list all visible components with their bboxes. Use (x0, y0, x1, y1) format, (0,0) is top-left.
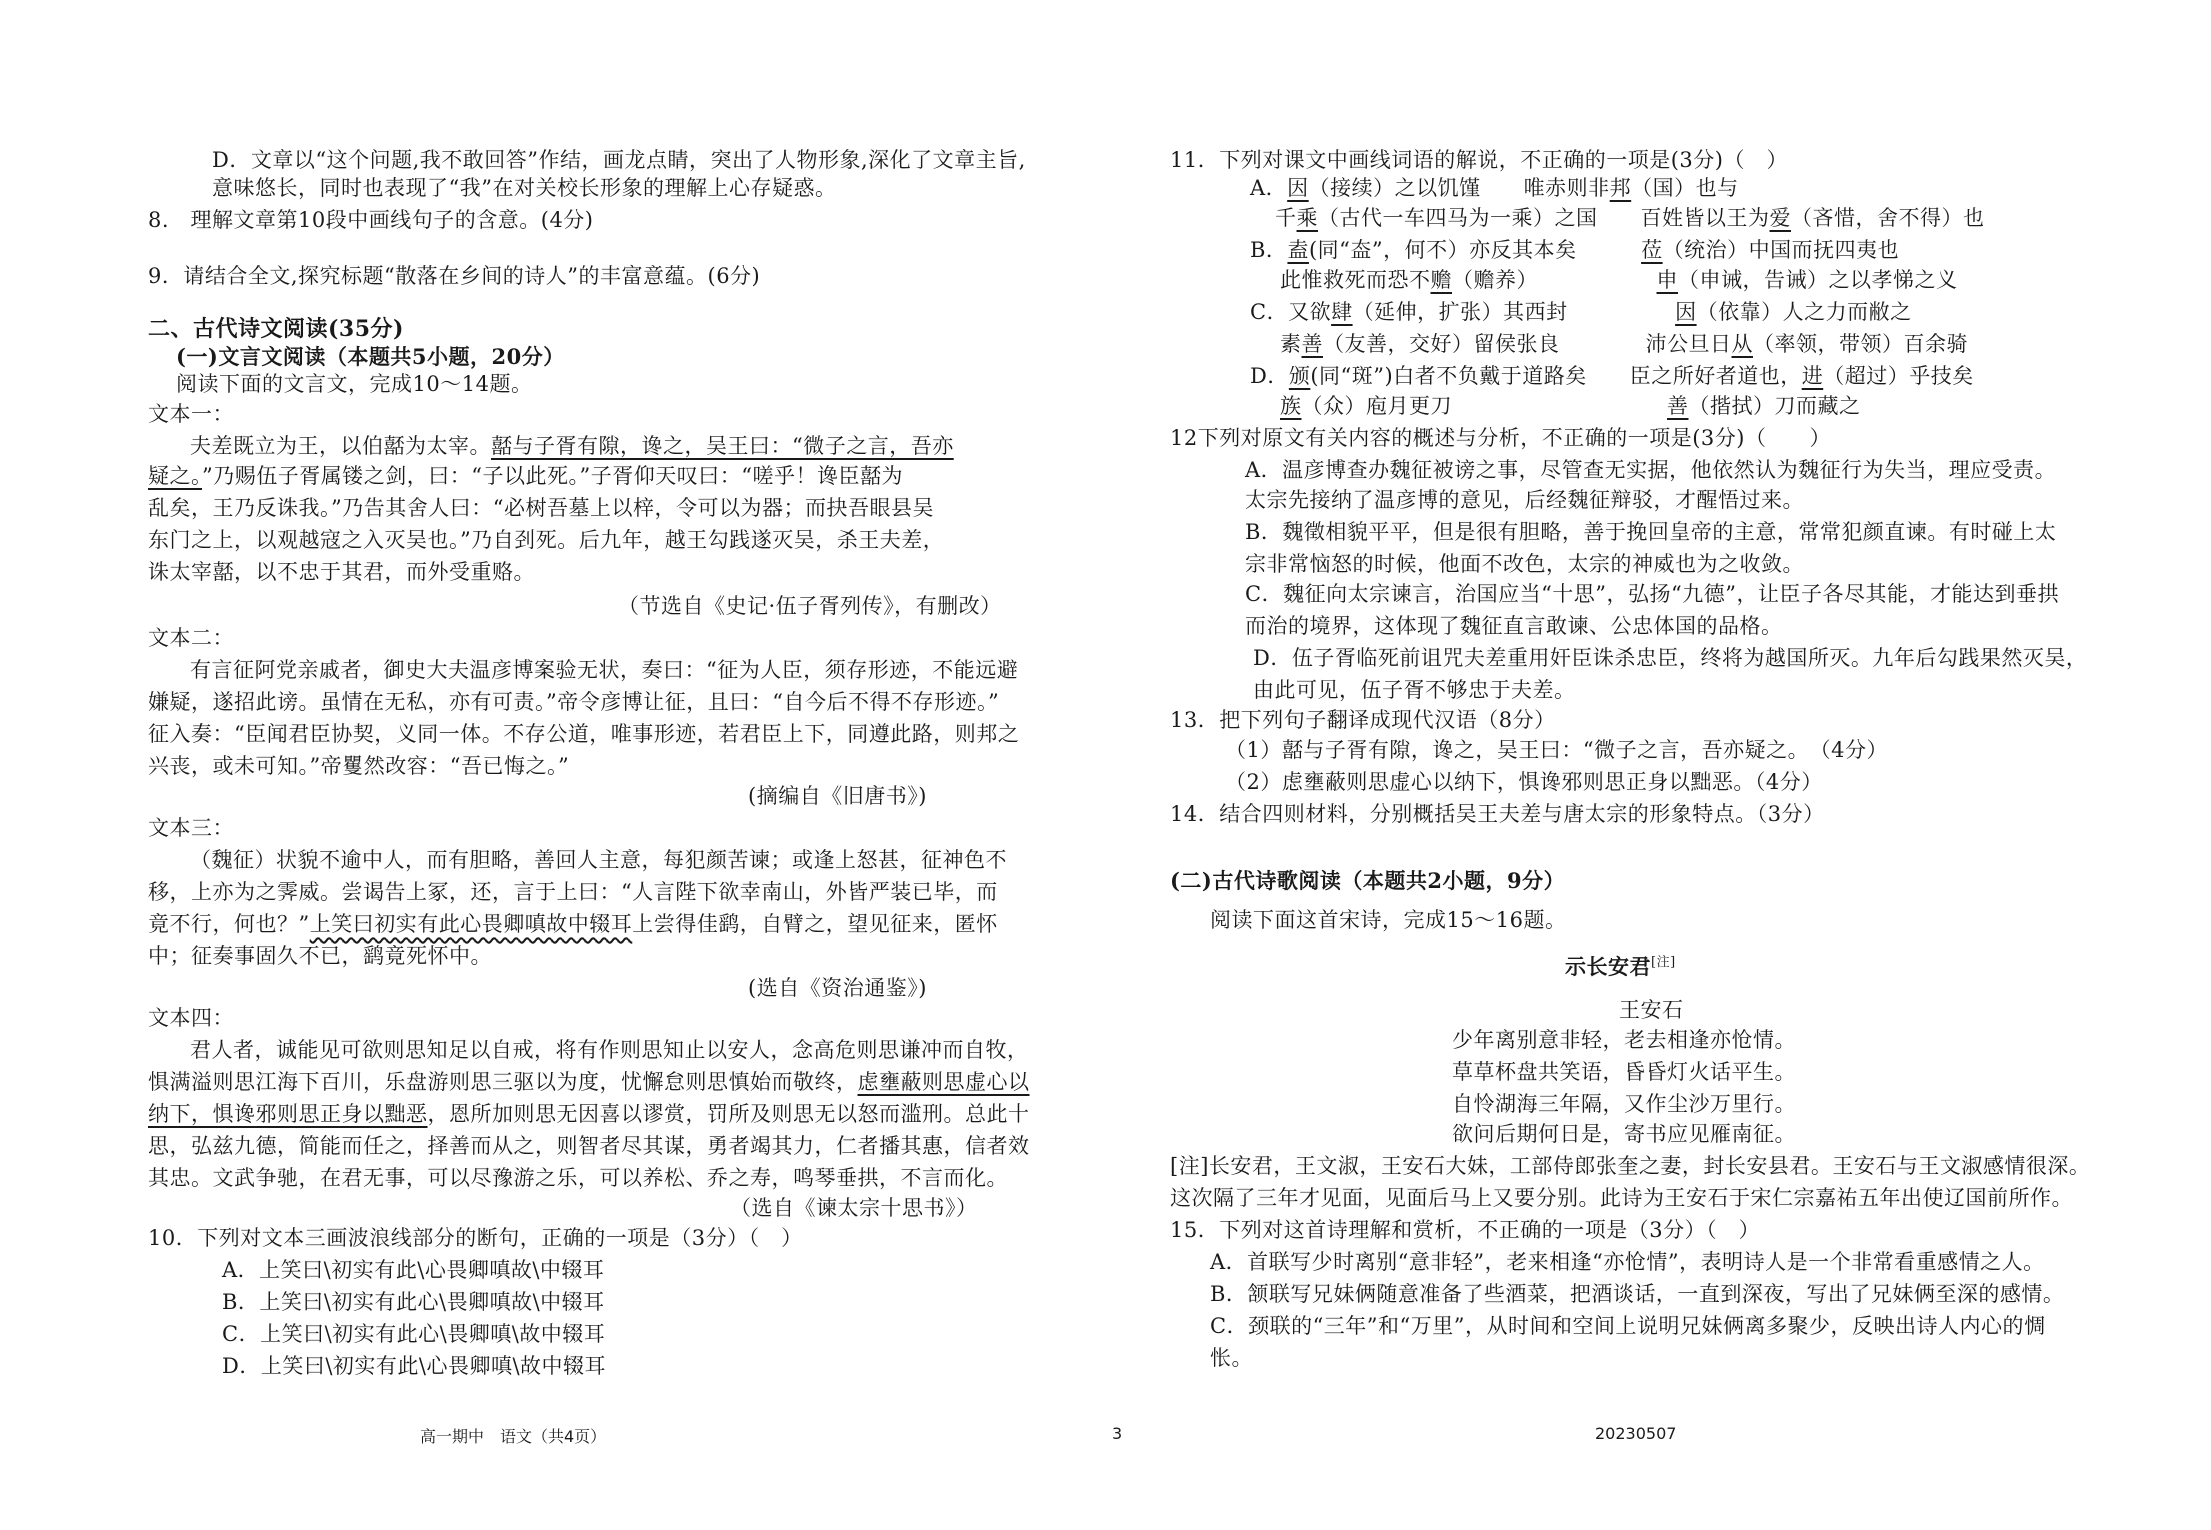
question-9: 9．请结合全文,探究标题“散落在乡间的诗人”的丰富意蕴。(6分) (148, 264, 761, 288)
question-15: 15．下列对这首诗理解和赏析，不正确的一项是（3分）（ ） (1170, 1218, 1761, 1242)
q7-option-d-line1: D．文章以“这个问题,我不敢回答”作结，画龙点睛，突出了人物形象,深化了文章主旨, (212, 148, 1026, 172)
footer-page-number: 3 (1112, 1424, 1123, 1443)
poem-footnote-line1: [注]长安君，王文淑，王安石大妹，工部侍郎张奎之妻，封长安县君。王安石与王文淑感情很深。 (1170, 1154, 2091, 1178)
q11-option-d-line1 (1250, 366, 1974, 387)
poem-title: 示长安君[注] (1565, 954, 1676, 979)
text-1-line3: 乱矣，王乃反诛我。”乃告其舍人曰：“必树吾墓上以梓，令可以为器；而抉吾眼县吴 (148, 496, 934, 520)
poem-line-4: 欲问后期何日是，寄书应见雁南征。 (1452, 1122, 1796, 1146)
q11-option-b-line2 (1280, 270, 1958, 291)
text-1-line5: 诛太宰嚭，以不忠于其君，而外受重赂。 (148, 560, 535, 584)
footer-date: 20230507 (1595, 1424, 1677, 1443)
option-text: （国）也与 (1631, 176, 1739, 200)
text-4-line3: 纳下，惧谗邪则思正身以黜恶，恩所加则思无因喜以谬赏，罚所及则思无以怒而滥刑。总此十 (148, 1102, 1030, 1126)
q12-option-b-line2: 宗非常恼怒的时候，他面不改色，太宗的神威也为之收敛。 (1245, 552, 1804, 576)
text-2-line2: 嫌疑，遂招此谤。虽情在无私，亦有可责。”帝令彦博让征，且曰：“自今后不得不存形迹。” (148, 690, 1000, 714)
underlined-word: 颁 (1288, 364, 1311, 388)
option-text: （接续）之以饥馑 唯赤则非 (1308, 176, 1610, 200)
underlined-word: 莅 (1641, 238, 1663, 262)
poem-line-1: 少年离别意非轻，老去相逢亦怆情。 (1452, 1028, 1796, 1052)
poem-author: 王安石 (1619, 998, 1684, 1022)
section-2-heading: 二、古代诗文阅读(35分) (148, 316, 404, 342)
poem-note-marker: [注] (1651, 955, 1676, 970)
option-text: 素 (1280, 332, 1302, 356)
poem-instruction: 阅读下面这首宋诗，完成15～16题。 (1210, 908, 1567, 932)
text-4-label: 文本四： (148, 1006, 234, 1030)
option-text: （统治）中国而抚四夷也 (1662, 238, 1900, 262)
q11-option-c-line2 (1280, 334, 1968, 355)
text-4-line1: 君人者，诚能见可欲则思知足以自戒，将有作则思知止以安人，念高危则思谦冲而自牧， (190, 1038, 1029, 1062)
q15-option-c-line1: C．颈联的“三年”和“万里”，从时间和空间上说明兄妹俩离多聚少，反映出诗人内心的惆 (1210, 1314, 2046, 1338)
option-text: D． (1250, 364, 1289, 388)
underlined-word: 善 (1667, 394, 1689, 418)
text-3-wavy-sentence: 上笑曰初实有此心畏卿嗔故中辍耳 (309, 912, 633, 936)
text-3-label: 文本三： (148, 816, 234, 840)
text-2-line4: 兴丧，或未可知。”帝矍然改容：“吾已悔之。” (148, 754, 570, 778)
option-text: C．又欲 (1250, 300, 1332, 324)
q12-option-c-line2: 而治的境界，这体现了魏征直言敢谏、公忠体国的品格。 (1245, 614, 1783, 638)
text-4-line5: 其忠。文武争驰，在君无事，可以尽豫游之乐，可以养松、乔之寿，鸣琴垂拱，不言而化。 (148, 1166, 1008, 1190)
option-text: (同“盇”，何不）亦反其本矣 (1308, 238, 1642, 262)
underlined-word: 族 (1280, 394, 1302, 418)
q13-item-1: （1）嚭与子胥有隙，谗之，吴王曰：“微子之言，吾亦疑之。 （4分） (1225, 738, 1888, 762)
text-1-line1: 夫差既立为王，以伯嚭为太宰。嚭与子胥有隙，谗之，吴王曰：“微子之言，吾亦 (190, 434, 954, 458)
question-8: 8. 理解文章第10段中画线句子的含意。(4分) (148, 208, 594, 232)
option-text: 此惟救死而恐不 (1280, 268, 1431, 292)
text-3-line4: 中；征奏事固久不已，鹞竟死怀中。 (148, 944, 492, 968)
underlined-word: 善 (1301, 332, 1323, 356)
underlined-word: 盍 (1287, 238, 1309, 262)
text-4-underlined-sentence-b: 纳下，惧谗邪则思正身以黜恶 (148, 1102, 428, 1126)
text-4-source: （选自《谏太宗十思书》） (730, 1196, 978, 1220)
q11-option-a-line2 (1275, 208, 1985, 229)
poem-footnote-line2: 这次隔了三年才见面，见面后马上又要分别。此诗为王安石于宋仁宗嘉祐五年出使辽国前所作。 (1170, 1186, 2073, 1210)
q13-item-2: （2）虑壅蔽则思虚心以纳下，惧谗邪则思正身以黜恶。（4分） (1225, 770, 1823, 794)
q11-option-c-line1 (1250, 302, 1912, 323)
q11-option-a-line1 (1250, 178, 1739, 199)
text-2-line3: 征入奏：“臣闻君臣协契，义同一体。不存公道，唯事形迹，若君臣上下，同遵此路，则邦之 (148, 722, 1020, 746)
question-11: 11．下列对课文中画线词语的解说，不正确的一项是(3分)（ ） (1170, 148, 1788, 172)
underlined-word: 从 (1731, 332, 1753, 356)
option-text: （申诫，告诫）之以孝悌之义 (1678, 268, 1958, 292)
reading-instruction: 阅读下面的文言文，完成10～14题。 (176, 372, 533, 396)
option-text: （超过）乎技矣 (1823, 364, 1974, 388)
text-4-line4: 思，弘兹九德，简能而任之，择善而从之，则智者尽其谋，勇者竭其力，仁者播其惠，信者效 (148, 1134, 1030, 1158)
subsection-2-heading: (二)古代诗歌阅读（本题共2小题，9分） (1170, 868, 1566, 893)
text-1-label: 文本一： (148, 402, 234, 426)
q12-option-a-line1: A．温彦博查办魏征被谤之事，尽管查无实据，他依然认为魏征行为失当，理应受责。 (1245, 458, 2057, 482)
option-text: （友善，交好）留侯张良 沛公旦日 (1323, 332, 1732, 356)
footer-exam-title: 高一期中 语文（共4页） (420, 1427, 607, 1446)
text-3-line1: （魏征）状貌不逾中人，而有胆略，善回人主意，每犯颜苦谏；或逢上怒甚，征神色不 (190, 848, 1007, 872)
question-13: 13．把下列句子翻译成现代汉语（8分） (1170, 708, 1556, 732)
q10-option-c: C．上笑曰\初实有此心\畏卿嗔\故中辍耳 (222, 1322, 606, 1346)
option-text: （依靠）人之力而敝之 (1696, 300, 1912, 324)
q11-option-d-line2 (1280, 396, 1861, 417)
option-text: （率领，带领）百余骑 (1753, 332, 1968, 356)
underlined-word: 因 (1675, 300, 1697, 324)
option-text: （古代一车四马为一乘）之国 百姓皆以王为 (1318, 206, 1770, 230)
text-1-line2: 疑之。”乃赐伍子胥属镂之剑，曰：“子以此死。”子胥仰天叹曰：“嗟乎！谗臣嚭为 (148, 464, 903, 488)
question-10: 10．下列对文本三画波浪线部分的断句，正确的一项是（3分）（ ） (148, 1226, 803, 1250)
underlined-word: 申 (1656, 268, 1678, 292)
q15-option-a: A．首联写少时离别“意非轻”，老来相逢“亦怆情”，表明诗人是一个非常看重感情之人。 (1210, 1250, 2045, 1274)
underlined-word: 进 (1801, 364, 1824, 388)
q12-option-d-line1: D．伍子胥临死前诅咒夫差重用奸臣诛杀忠臣，终将为越国所灭。九年后勾践果然灭吴， (1253, 646, 2088, 670)
option-text: （赡养） (1452, 268, 1657, 292)
text-3-line3: 竟不行，何也？”上笑曰初实有此心畏卿嗔故中辍耳上尝得佳鹞，自臂之，望见征来，匿怀 (148, 912, 998, 936)
text-3-source: (选自《资治通鉴》) (748, 976, 927, 1000)
q12-option-d-line2: 由此可见，伍子胥不够忠于夫差。 (1253, 678, 1576, 702)
underlined-word: 乘 (1296, 206, 1318, 230)
text-2-line1: 有言征阿党亲戚者，御史大夫温彦博案验无状，奏曰：“征为人臣，须存形迹，不能远避 (190, 658, 1019, 682)
text-1-line4: 东门之上，以观越寇之入灭吴也。”乃自刭死。后九年，越王勾践遂灭吴，杀王夫差， (148, 528, 945, 552)
q11-option-b-line1 (1250, 240, 1899, 261)
q12-option-c-line1: C．魏征向太宗谏言，治国应当“十思”，弘扬“九德”，让臣子各尽其能，才能达到垂拱 (1245, 582, 2060, 606)
q12-option-a-line2: 太宗先接纳了温彦博的意见，后经魏征辩驳，才醒悟过来。 (1245, 488, 1804, 512)
option-text: （延伸，扩张）其西封 (1352, 300, 1676, 324)
underlined-word: 赡 (1430, 268, 1452, 292)
q10-option-a: A．上笑曰\初实有此\心畏卿嗔故\中辍耳 (222, 1258, 605, 1282)
text-1-source: （节选自《史记·伍子胥列传》，有删改） (618, 594, 1002, 618)
underlined-word: 邦 (1609, 176, 1632, 200)
text-2-label: 文本二： (148, 626, 234, 650)
text-3-line2: 移，上亦为之霁威。尝谒告上冢，还，言于上曰：“人言陛下欲幸南山，外皆严装已毕，而 (148, 880, 998, 904)
option-text: 千 (1275, 206, 1297, 230)
q15-option-c-line2: 怅。 (1210, 1346, 1253, 1370)
q15-option-b: B．颔联写兄妹俩随意准备了些酒菜，把酒谈话，一直到深夜，写出了兄妹俩至深的感情。 (1210, 1282, 2065, 1306)
option-text: (同“斑”)白者不负戴于道路矣 臣之所好者道也， (1310, 364, 1802, 388)
text-4-line2: 惧满溢则思江海下百川，乐盘游则思三驱以为度，忧懈怠则思慎始而敬终，虑壅蔽则思虚心以 (148, 1070, 1030, 1094)
q12-option-b-line1: B．魏徵相貌平平，但是很有胆略，善于挽回皇帝的主意，常常犯颜直谏。有时碰上太 (1245, 520, 2057, 544)
text-2-source: (摘编自《旧唐书》) (748, 784, 927, 808)
subsection-1-heading: (一)文言文阅读（本题共5小题，20分） (176, 344, 565, 369)
q7-option-d-line2: 意味悠长，同时也表现了“我”在对关校长形象的理解上心存疑惑。 (212, 176, 837, 200)
q10-option-d: D．上笑曰\初实有此\心畏卿嗔\故中辍耳 (222, 1354, 607, 1378)
underlined-word: 因 (1287, 176, 1309, 200)
option-text: （众）庖月更刀 (1301, 394, 1667, 418)
option-text: （吝惜，舍不得）也 (1791, 206, 1985, 230)
text-1-underlined-sentence-a: 嚭与子胥有隙，谗之，吴王曰：“微子之言，吾亦 (491, 434, 954, 458)
q10-option-b: B．上笑曰\初实有此心\畏卿嗔故\中辍耳 (222, 1290, 605, 1314)
underlined-word: 爱 (1769, 206, 1791, 230)
option-text: （揩拭）刀而藏之 (1688, 394, 1861, 418)
text-4-underlined-sentence-a: 虑壅蔽则思虚心以 (857, 1070, 1030, 1094)
poem-line-2: 草草杯盘共笑语，昏昏灯火话平生。 (1452, 1060, 1796, 1084)
underlined-word: 肆 (1331, 300, 1353, 324)
text-1-underlined-sentence-b: 疑之。 (148, 464, 202, 488)
poem-line-3: 自怜湖海三年隔，又作尘沙万里行。 (1452, 1092, 1796, 1116)
question-12: 12下列对原文有关内容的概述与分析，不正确的一项是(3分)（ ） (1170, 426, 1831, 450)
option-text: B． (1250, 238, 1288, 262)
option-text: A． (1250, 176, 1288, 200)
question-14: 14．结合四则材料，分别概括吴王夫差与唐太宗的形象特点。（3分） (1170, 802, 1825, 826)
